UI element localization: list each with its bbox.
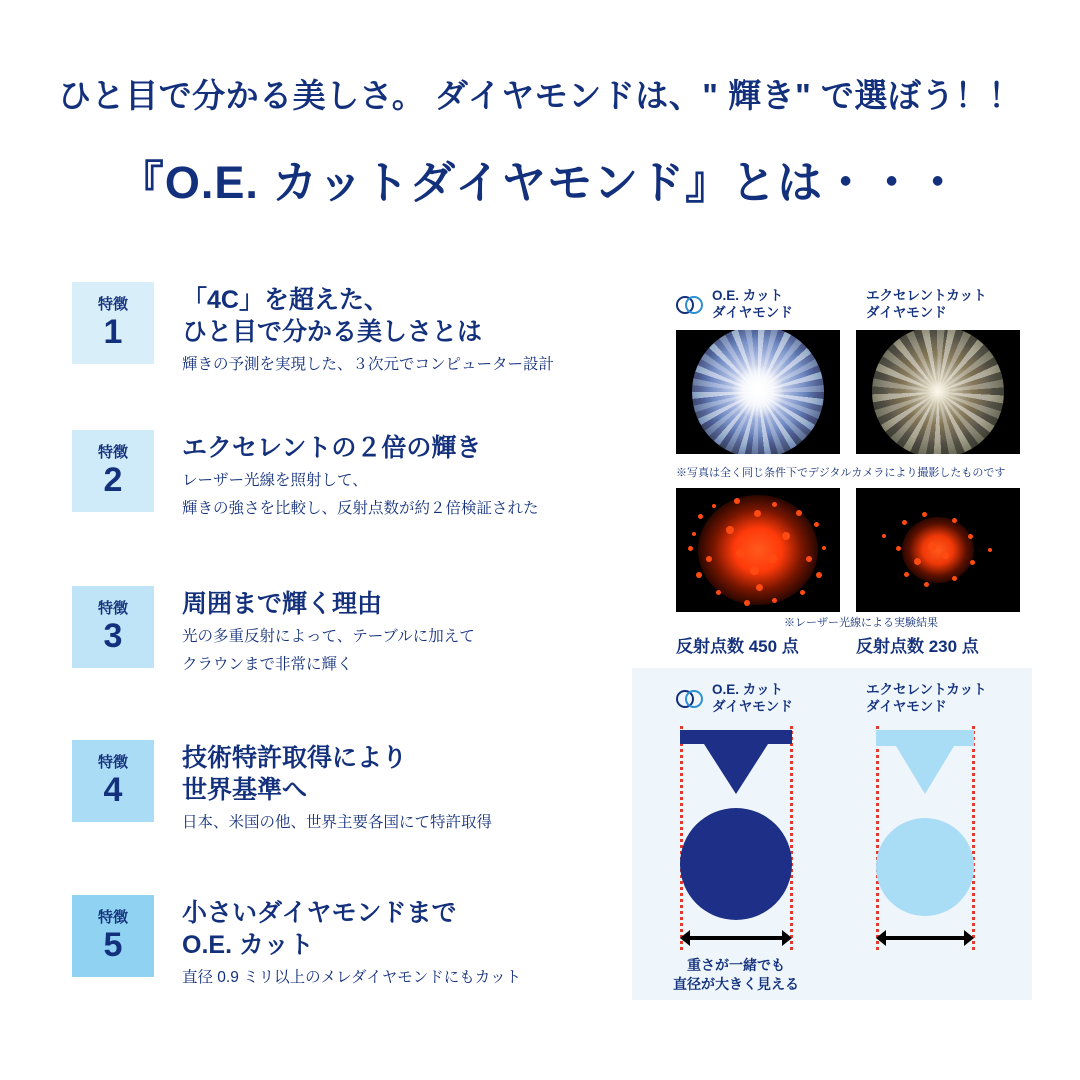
photo-left-header-text — [712, 288, 793, 322]
laser-scatter-excellent — [856, 488, 1020, 612]
feature-badge-number: 5 — [103, 926, 123, 964]
diagram-right-header-line1: エクセレントカット — [866, 682, 987, 697]
feature-badge-number: 2 — [103, 461, 123, 499]
diagram-side-view-excellent — [876, 730, 974, 794]
laser-photo-excellent — [856, 488, 1020, 612]
diamond-sparkle-core — [918, 372, 958, 412]
feature-title-line2: ひと目で分かる美しさとは — [182, 318, 483, 346]
feature-title-line1: 「4C」を超えた、 — [182, 286, 389, 314]
feature-title-line2: O.E. カット — [182, 931, 314, 959]
feature-text-3 — [182, 586, 475, 677]
laser-photo-oe — [676, 488, 840, 612]
diagram-top-view-excellent — [876, 818, 974, 916]
diamond-photo-excellent — [856, 330, 1020, 454]
size-comparison-panel — [632, 668, 1032, 1000]
diagram-width-arrow-excellent — [876, 930, 974, 946]
feature-item-3 — [72, 586, 632, 677]
reflection-count-oe: 反射点数 450 点 — [676, 637, 799, 656]
diagram-left-caption-line1: 重さが一緒でも — [687, 957, 785, 973]
feature-badge-4 — [72, 740, 154, 822]
feature-badge-label: 特徴 — [97, 296, 128, 313]
feature-text-1 — [182, 282, 554, 376]
feature-text-5 — [182, 895, 521, 989]
laser-experiment-note: ※レーザー光線による実験結果 — [784, 617, 938, 629]
diagram-right-header-text — [866, 682, 987, 716]
feature-title-line1: 技術特許取得により — [182, 744, 408, 772]
laser-core — [902, 517, 974, 583]
diagram-left-header — [676, 682, 793, 716]
diamond-sparkle-core — [732, 366, 784, 418]
diagram-right-header — [866, 682, 987, 716]
feature-sub-line1: 直径 0.9 ミリ以上のメレダイヤモンドにもカット — [182, 969, 522, 986]
diagram-top-view-oe — [680, 808, 792, 920]
diagram-left-header-line1: O.E. カット — [712, 682, 784, 697]
oe-logo-icon — [676, 295, 706, 315]
feature-sub-line2: 輝きの強さを比較し、反射点数が約２倍検証された — [182, 500, 539, 518]
feature-title-line1: 小さいダイヤモンドまで — [182, 899, 457, 927]
feature-item-2 — [72, 430, 632, 521]
feature-badge-1 — [72, 282, 154, 364]
reflection-count-excellent: 反射点数 230 点 — [856, 637, 979, 656]
oe-logo-icon — [676, 689, 706, 709]
feature-sub-line1: 光の多重反射によって、テーブルに加えて — [182, 628, 475, 645]
feature-badge-3 — [72, 586, 154, 668]
diagram-side-view-oe — [680, 730, 792, 794]
feature-sub-line2: クラウンまで非常に輝く — [182, 656, 353, 674]
feature-badge-label: 特徴 — [97, 600, 128, 617]
laser-scatter-oe — [676, 488, 840, 612]
feature-sub-line1: 輝きの予測を実現した、３次元でコンピューター設計 — [182, 356, 555, 373]
feature-text-2 — [182, 430, 539, 521]
feature-item-5 — [72, 895, 632, 989]
photo-condition-note: ※写真は全く同じ条件下でデジタルカメラにより撮影したものです — [676, 467, 1006, 479]
photo-left-header-line1: O.E. カット — [712, 288, 784, 303]
photo-right-header-line2: ダイヤモンド — [866, 304, 947, 320]
diagram-right-header-line2: ダイヤモンド — [866, 698, 947, 714]
feature-title-line2: 世界基準へ — [182, 776, 308, 804]
feature-badge-label: 特徴 — [97, 754, 128, 771]
diagram-left-caption — [656, 956, 816, 994]
diagram-left-header-text — [712, 682, 793, 716]
feature-badge-number: 1 — [103, 313, 123, 351]
feature-badge-5 — [72, 895, 154, 977]
feature-item-4 — [72, 740, 632, 834]
feature-text-4 — [182, 740, 492, 834]
photo-left-header-line2: ダイヤモンド — [712, 304, 793, 320]
photo-right-header-text — [866, 288, 987, 322]
diagram-left-header-line2: ダイヤモンド — [712, 698, 793, 714]
feature-item-1 — [72, 282, 632, 376]
feature-badge-label: 特徴 — [97, 444, 128, 461]
diagram-width-arrow-oe — [680, 930, 792, 946]
feature-sub-line1: レーザー光線を照射して、 — [182, 472, 368, 489]
photo-left-header — [676, 288, 793, 322]
diagram-left-caption-line2: 直径が大きく見える — [673, 975, 799, 992]
headline-primary: ひと目で分かる美しさ。 ダイヤモンドは、" 輝き" で選ぼう！！ — [58, 77, 1022, 114]
feature-badge-number: 3 — [103, 617, 123, 655]
feature-badge-number: 4 — [103, 771, 123, 809]
feature-title-line1: 周囲まで輝く理由 — [182, 590, 383, 618]
feature-badge-2 — [72, 430, 154, 512]
headline-secondary: 『O.E. カットダイヤモンド』とは・・・ — [118, 157, 962, 208]
feature-sub-line1: 日本、米国の他、世界主要各国にて特許取得 — [182, 814, 493, 831]
feature-title-line1: エクセレントの２倍の輝き — [182, 434, 482, 462]
diamond-photo-oe — [676, 330, 840, 454]
photo-right-header — [866, 288, 987, 322]
photo-right-header-line1: エクセレントカット — [866, 288, 987, 303]
feature-badge-label: 特徴 — [97, 909, 128, 926]
